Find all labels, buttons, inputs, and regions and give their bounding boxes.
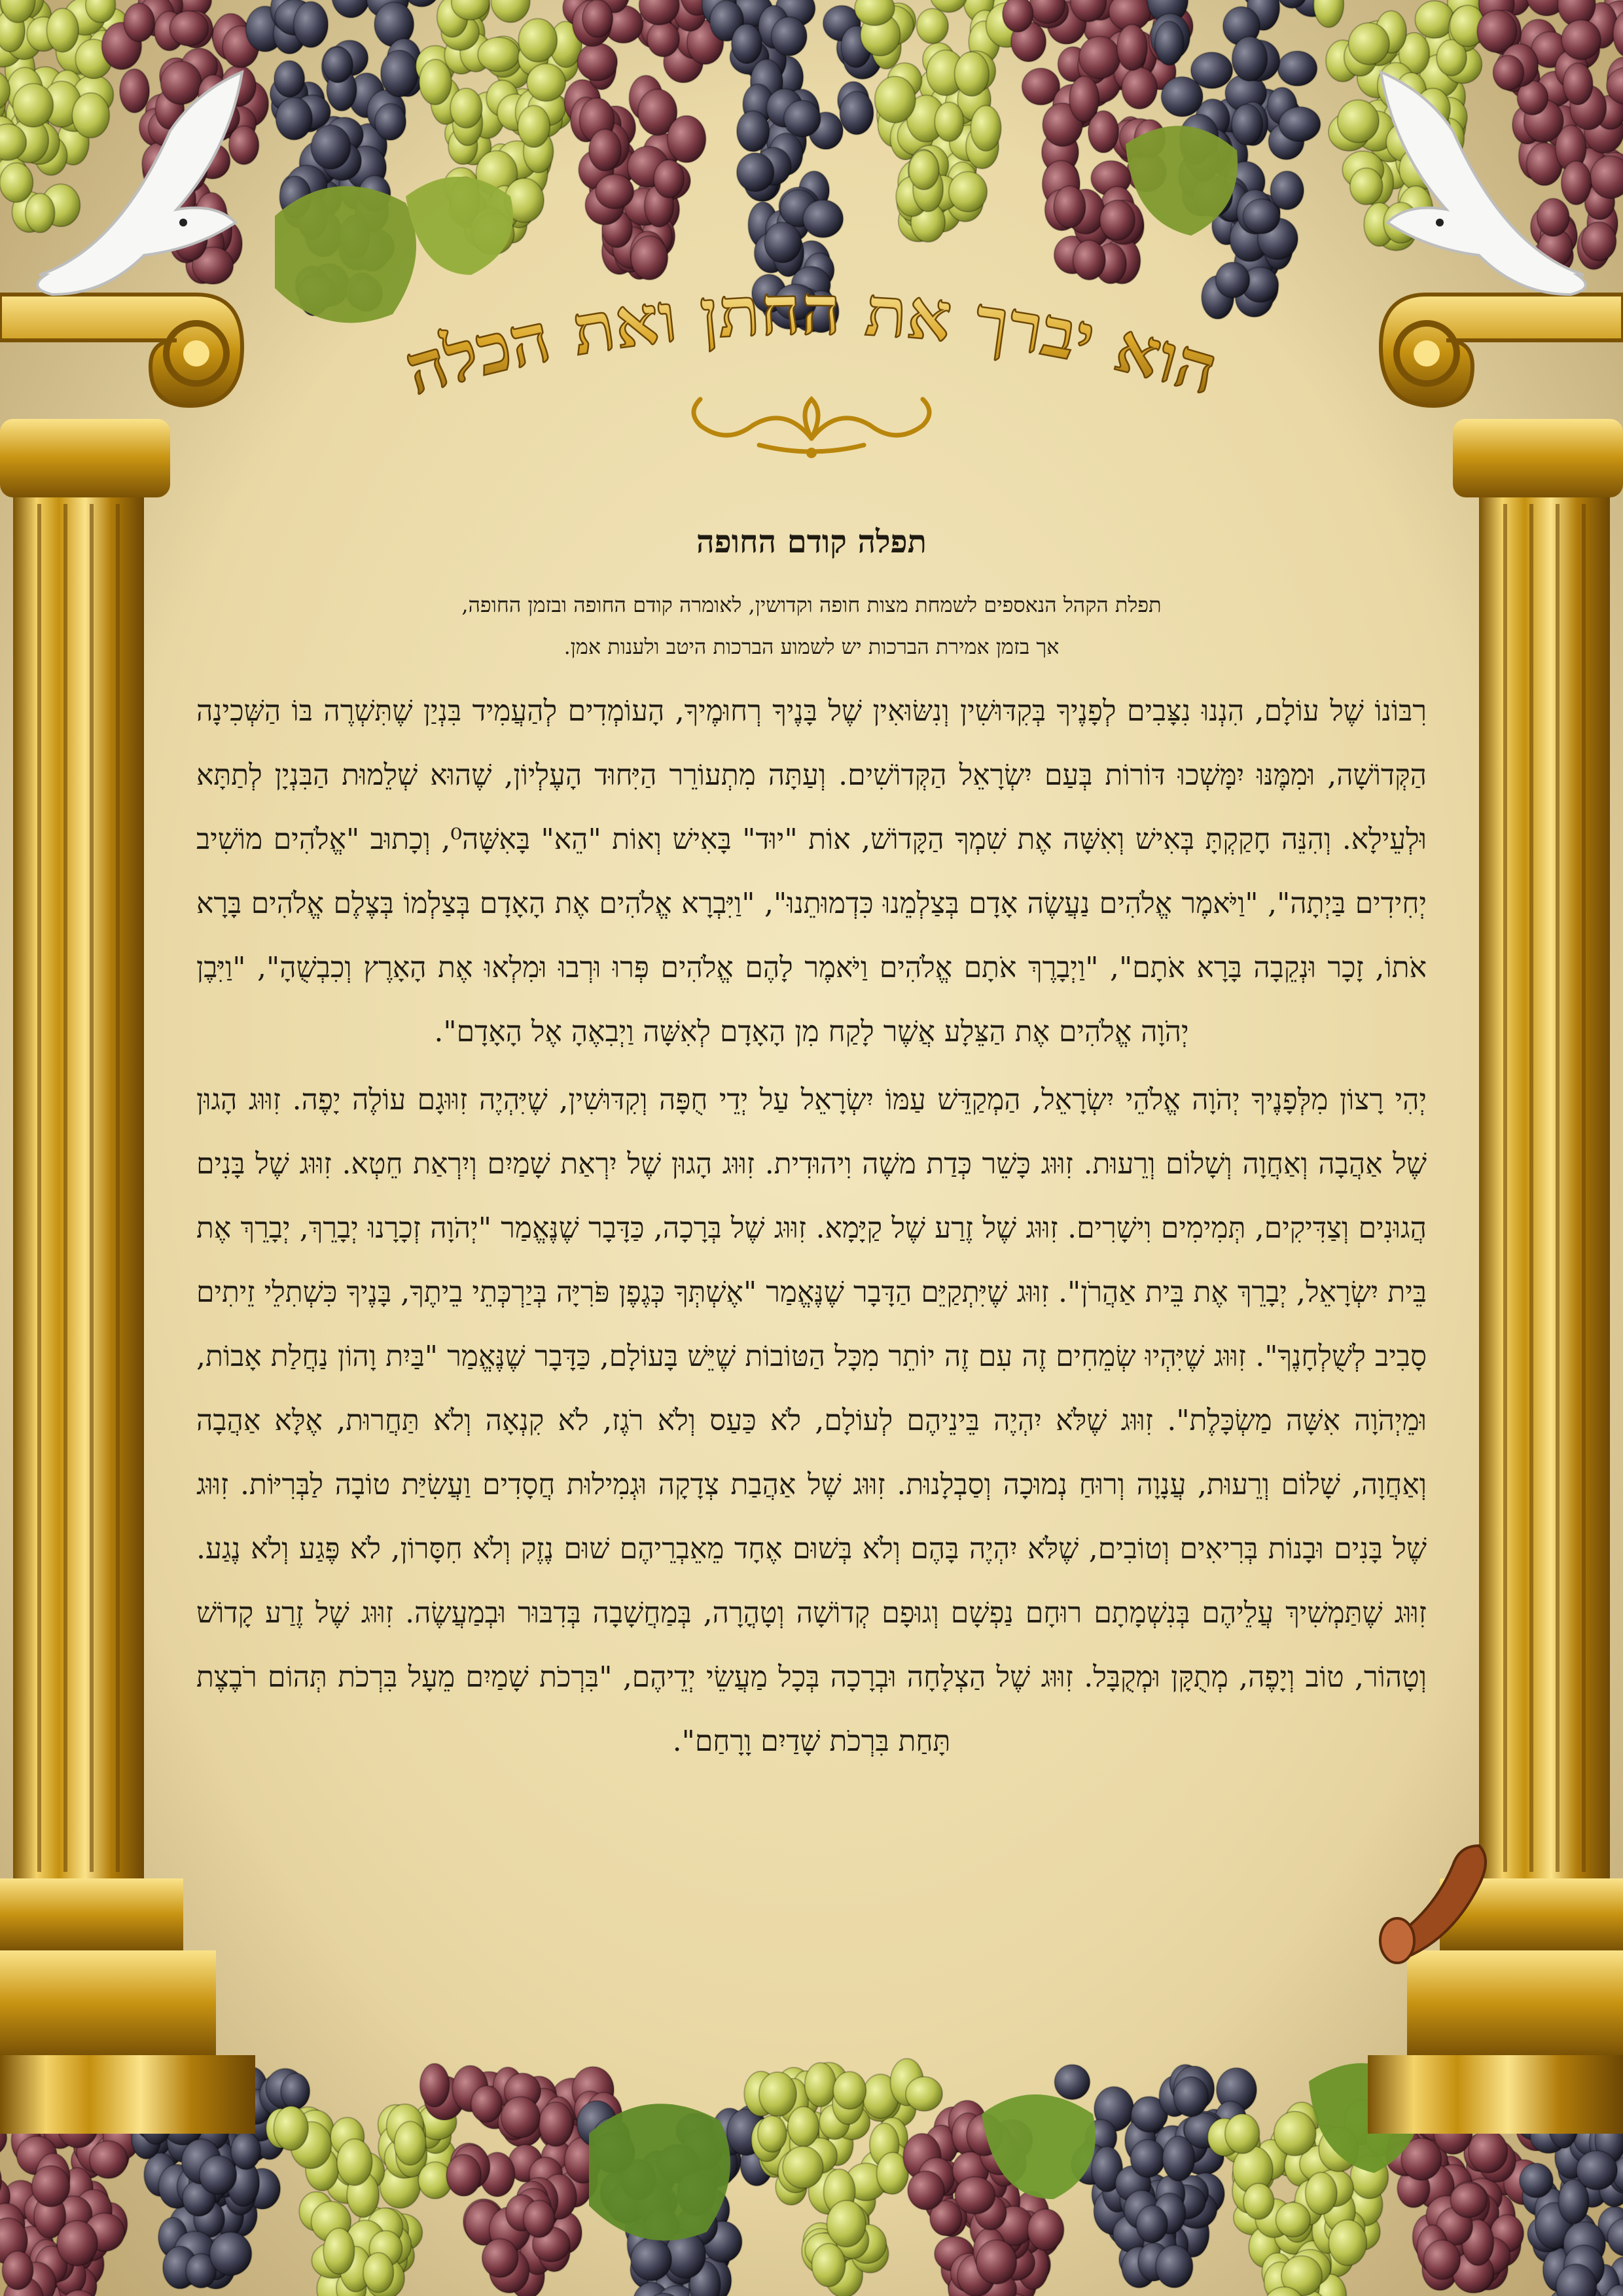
ornament-swirl-icon [681, 393, 942, 465]
document-title: תפלה קודם החופה [696, 524, 927, 560]
prayer-document [196, 524, 1427, 1964]
prayer-paragraph: יְהִי רָצוֹן מִלְּפָנֶיךָ יְהֹוָה אֱלֹהֵי יִשְׂרָאֵל, הַמְקַדֵּשׁ עַמּוֹ יִשְׂרָאֵל עַל יְדֵי חֻפָּה וְקִדּוּשִׁין, שֶׁיִּהְיֶה זִוּוּגָם עוֹלֶה יָפֶה. זִוּוּג הָגוּן שֶׁל אַהֲבָה וְאַחֲוָה וְשָׁלוֹם וְרֵעוּת. זִוּוּג כָּשֵׁר כְּדַת משֶׁה וִיהוּדִית. זִוּוּג הָגוּן שֶׁל יִרְאַת שָׁמַיִם וְיִרְאַת חֵטְא. זִוּוּג שֶׁל בָּנִים הֲגוּנִים וְצַדִּיקִים, תְּמִימִים וִישָׁרִים. זִוּוּג שֶׁל זֶרַע שֶׁל קַיָּמָא. זִוּוּג שֶׁל בְּרָכָה, כַּדָּבָר שֶׁנֶּאֱמַר "יְהֹוָה זְכָרָנוּ יְבָרֵךְ, יְבָרֵךְ אֶת בֵּית יִשְׂרָאֵל, יְבָרֵךְ אֶת בֵּית אַהֲרֹן". זִוּוּג שֶׁיִּתְקַיֵּם הַדָּבָר שֶׁנֶּאֱמַר "אֶשְׁתְּךָ כְּגֶפֶן פֹּרִיָּה בְּיַרְכְּתֵי בֵיתֶךָ, בָּנֶיךָ כִּשְׁתִלֵי זֵיתִים סָבִיב לְשֻׁלְחָנֶךָ". זִוּוּג שֶׁיִּהְיוּ שְׂמֵחִים זֶה עִם זֶה יוֹתֵר מִכָּל הַטּוֹבוֹת שֶׁיֵּשׁ בָּעוֹלָם, כַּדָּבָר שֶׁנֶּאֱמַר "בַּיִת וָהוֹן נַחֲלַת אָבוֹת, וּמֵיְהֹוָה אִשָּׁה מַשְׂכָּלֶת". זִוּוּג שֶׁלֹּא יִהְיֶה בֵּינֵיהֶם לְעוֹלָם, לֹא כַּעַס וְלֹא רֹגֶז, לֹא קִנְאָה וְלֹא תַּחֲרוּת, אֶלָּא אַהֲבָה וְאַחֲוָה, שָׁלוֹם וְרֵעוּת, עֲנָוָה וְרוּחַ נְמוּכָה וְסַבְלָנוּת. זִוּוּג שֶׁל אַהֲבַת צְדָקָה וּגְמִילוּת חֲסָדִים וַעֲשִׂיַּת טוֹבָה לַבְּרִיּוֹת. זִוּוּג שֶׁל בָּנִים וּבָנוֹת בְּרִיאִים וְטוֹבִים, שֶׁלֹּא יִהְיֶה בָּהֶם וְלֹא בְּשׁוּם אֶחָד מֵאֵבְרֵיהֶם שׁוּם נֶזֶק וְלֹא חִסָּרוֹן, לֹא פֶּגַע וְלֹא נֶגַע. זִוּוּג שֶׁתַּמְשִׁיךְ עֲלֵיהֶם בְּנִשְׁמָתָם רוּחָם נַפְשָׁם וְגוּפָם קְדוֹשָׁה וְטָהֳרָה, בְּמַחֲשָׁבָה בְּדִבּוּר וּבְמַעֲשֶׂה. זִוּוּג שֶׁל זֶרַע קָדוֹשׁ וְטָהוֹר, טוֹב וְיָפֶה, מְתֻקָּן וּמְקֻבָּל. זִוּוּג שֶׁל הַצְלָחָה וּבְרָכָה בְּכָל מַעֲשֵׂי יְדֵיהֶם, "בִּרְכֹת שָׁמַיִם מֵעָל בִּרְכֹת תְּהוֹם רֹבֶצֶת תָּחַת בִּרְכֹת שָׁדַיִם וָרָחַם". [196, 1083, 1427, 1758]
svg-text:הוא יברך את החתן ואת הכלה [397, 270, 1226, 410]
subtitle-line: תפלת הקהל הנאספים לשמחת מצות חופה וקדושין, לאומרה קודם החופה ובזמן החופה, [461, 592, 1162, 617]
subtitle-line: אך בזמן אמירת הברכות יש לשמוע הברכות היטב ולענות אמן. [563, 634, 1060, 659]
arch-title-text: הוא יברך את החתן ואת הכלה [397, 269, 1226, 410]
prayer-paragraph: רִבּוֹנוֹ שֶׁל עוֹלָם, הִנְנוּ נִצָּבִים לְפָנֶיךָ בְּקִדּוּשִׁין וְנִשּׂוּאִין שֶׁל בָּנֶיךָ רְחוּמֶיךָ, הָעוֹמְדִים לְהַעֲמִיד בִּנְיַן שֶׁתִּשְׁרֶה בּוֹ הַשְּׁכִינָה הַקְּדוֹשָׁה, וּמִמֶּנּוּ יִמָּשְׁכוּ דּוֹרוֹת בְּעַם יִשְׂרָאֵל הַקְּדוֹשִׁים. וְעַתָּה מִתְעוֹרֵר הַיִּחוּד הָעֶלְיוֹן, שֶׁהוּא שְׁלֵמוּת הַבִּנְיָן לְתַתָּא וּלְעֵילָא. וְהִנֵּה חָקַקְתָּ בְּאִישׁ וְאִשָּׁה אֶת שִׁמְךָ הַקָּדוֹשׁ, אוֹת "יוּד" בָּאִישׁ וְאוֹת "הֵא" בָּאִשָּׁה⁰, וְכָתוּב "אֱלֹהִים מוֹשִׁיב יְחִידִים בַּיְתָה", "וַיֹּאמֶר אֱלֹהִים נַעֲשֶׂה אָדָם בְּצַלְמֵנוּ כִּדְמוּתֵנוּ", "וַיִּבְרָא אֱלֹהִים אֶת הָאָדָם בְּצַלְמוֹ בְּצֶלֶם אֱלֹהִים בָּרָא אֹתוֹ, זָכָר וּנְקֵבָה בָּרָא אֹתָם", "וַיְבָרֶךְ אֹתָם אֱלֹהִים וַיֹּאמֶר לָהֶם אֱלֹהִים פְּרוּ וּרְבוּ וּמִלְאוּ אֶת הָאָרֶץ וְכִבְשֻׁהָ", "וַיִּבֶן יְהֹוָה אֱלֹהִים אֶת הַצֵּלָע אֲשֶׁר לָקַח מִן הָאָדָם לְאִשָּׁה וַיְבִאֶהָ אֶל הָאָדָם". [196, 694, 1427, 1049]
